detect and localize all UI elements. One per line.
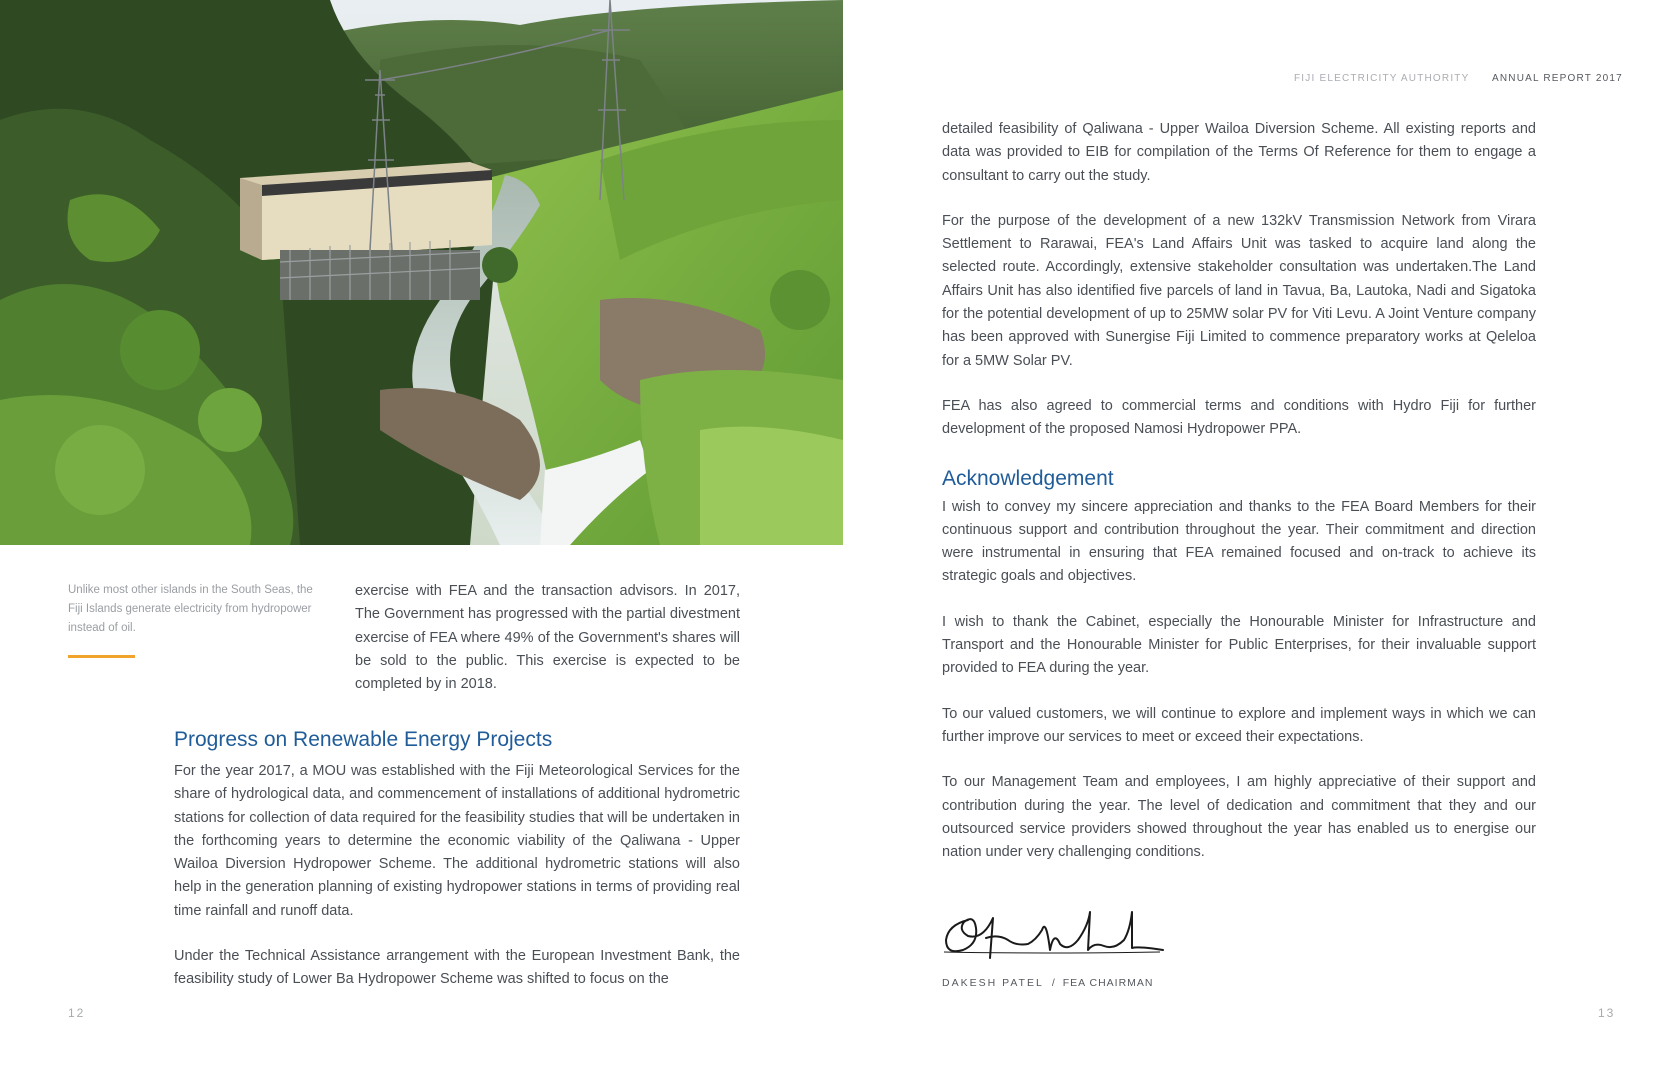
- page-number-right: 13: [1598, 1006, 1616, 1020]
- paragraph: Under the Technical Assistance arrangement with the European Investment Bank, the feasibility study of Lower Ba Hydropower Scheme was shifted to focus on the: [174, 948, 740, 988]
- caption-accent-rule: [68, 655, 135, 658]
- left-intro-paragraph: exercise with FEA and the transaction advisors. In 2017, The Government has progressed with the partial divestment exercise of FEA where 49% of the Government's shares will be sold to the public. This exercise is expected to be completed by in 2018.: [355, 583, 740, 693]
- paragraph: I wish to convey my sincere appreciation and thanks to the FEA Board Members for their continuous support and contribution throughout the year. Their commitment and direction were instrumental in ensuring that FEA remained focused and on-track to achieve its strategic goals and objectives.: [942, 498, 1536, 585]
- handwritten-signature: [938, 900, 1168, 970]
- photo-caption: Unlike most other islands in the South Seas, the Fiji Islands generate electricity from hydropower instead of oil.: [68, 584, 313, 634]
- paragraph: I wish to thank the Cabinet, especially the Honourable Minister for Infrastructure and Transport and the Honourable Minister for Public Enterprises, for their invaluable support provided to FEA during the year.: [942, 613, 1536, 677]
- signatory-title: FEA CHAIRMAN: [1062, 977, 1154, 989]
- paragraph: FEA has also agreed to commercial terms and conditions with Hydro Fiji for further development of the proposed Namosi Hydropower PPA.: [942, 397, 1536, 438]
- renewable-energy-body: [174, 760, 740, 1014]
- hydropower-station-photo: [0, 0, 843, 545]
- right-column-text: [942, 118, 1536, 886]
- paragraph: To our valued customers, we will continue to explore and implement ways in which we can further improve our services to meet or exceed their expectations.: [942, 705, 1536, 745]
- paragraph: For the year 2017, a MOU was established with the Fiji Meteorological Services for the share of hydrological data, and commencement of installations of additional hydrometric stations for collection of data required for the feasibility studies that will be undertaken in the forthcoming years to determine the economic viability of the Qaliwana - Upper Wailoa Diversion Hydropower Scheme. The additional hydrometric stations will also help in the generation planning of existing hydropower stations in terms of providing real time rainfall and runoff data.: [174, 763, 740, 919]
- paragraph: For the purpose of the development of a new 132kV Transmission Network from Virara Settlement to Rarawai, FEA's Land Affairs Unit was tasked to acquire land along the selected route. Accordingly, extensive stakeholder consultation was undertaken.The Land Affairs Unit has also identified five parcels of land in Tavua, Ba, Lautoka, Nadi and Sigatoka for the potential development of up to 25MW solar PV for Viti Levu. A Joint Venture company has been approved with Sunergise Fiji Limited to commence preparatory works at Qeleloa for a 5MW Solar PV.: [942, 212, 1536, 369]
- signatory-line: [942, 977, 1154, 989]
- running-header-report: ANNUAL REPORT 2017: [1492, 73, 1623, 84]
- paragraph: detailed feasibility of Qaliwana - Upper Wailoa Diversion Scheme. All existing reports and data was provided to EIB for compilation of the Terms Of Reference for them to engage a consultant to carry out the study.: [942, 121, 1536, 184]
- signatory-name: DAKESH PATEL: [942, 977, 1044, 989]
- renewable-energy-heading: Progress on Renewable Energy Projects: [174, 728, 553, 751]
- paragraph: To our Management Team and employees, I am highly appreciative of their support and contribution during the year. The level of dedication and commitment that they and our outsourced service providers showed throughout the year has enabled us to energise our nation under very challenging conditions.: [942, 774, 1536, 861]
- page-number-left: 12: [68, 1006, 86, 1020]
- running-header-organization: FIJI ELECTRICITY AUTHORITY: [1294, 73, 1470, 84]
- signatory-separator: /: [1051, 977, 1055, 989]
- acknowledgement-heading: Acknowledgement: [942, 466, 1114, 490]
